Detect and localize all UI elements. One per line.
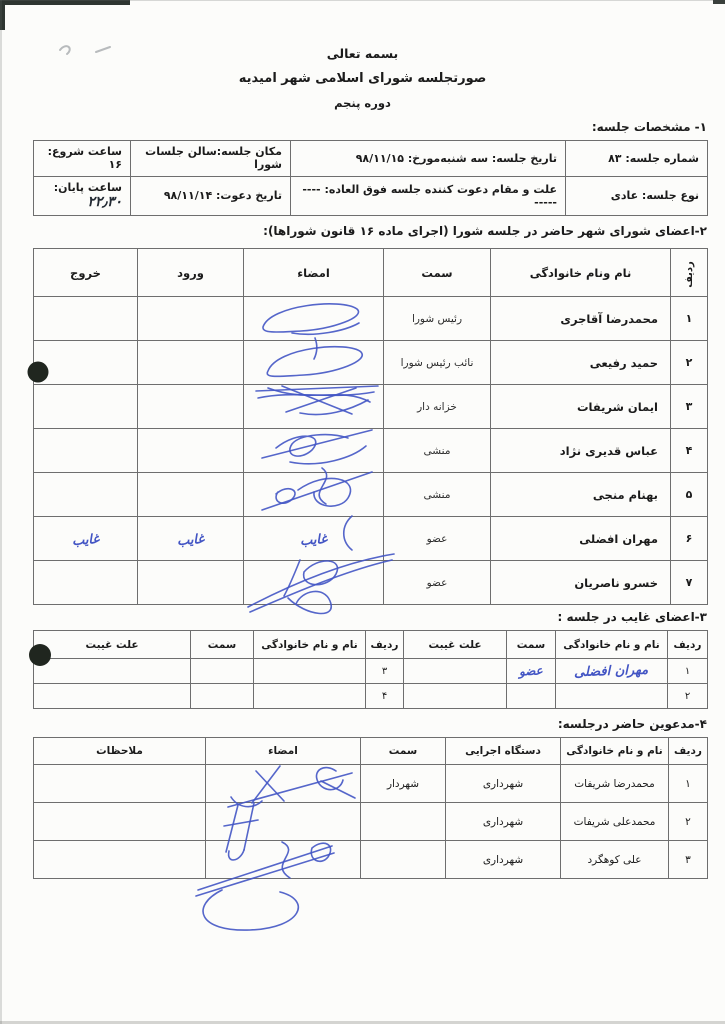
absent-1-position-handwritten: عضو: [518, 663, 544, 679]
absent-1-no: ۱: [668, 659, 708, 684]
guests-header-position: سمت: [361, 738, 446, 765]
guests-header-agency: دستگاه اجرایی: [446, 738, 561, 765]
guest-1-signature-cell: [206, 765, 361, 803]
member-3-name: ایمان شریفات: [491, 385, 671, 429]
member-7-position: عضو: [384, 561, 491, 605]
guests-header-signature: امضاء: [206, 738, 361, 765]
council-term: دوره پنجم: [334, 96, 391, 110]
guest-1-name: محمدرضا شریفات: [561, 765, 669, 803]
absent-3-name: [254, 659, 366, 684]
member-5-no: ۵: [671, 473, 708, 517]
member-2-no: ۲: [671, 341, 708, 385]
member-4-position: منشی: [384, 429, 491, 473]
member-7-signature-cell: [244, 561, 384, 605]
member-5-name: بهنام منجی: [491, 473, 671, 517]
meeting-info-row-1: [34, 141, 708, 177]
row-number-header-label: ردیف: [683, 260, 695, 288]
member-1-signature-cell: [244, 297, 384, 341]
member-row-6: [34, 517, 708, 561]
guest-3-agency: شهرداری: [446, 841, 561, 879]
member-3-signature-cell: [244, 385, 384, 429]
member-6-position: عضو: [384, 517, 491, 561]
absent-4-position: [191, 684, 254, 709]
members-header-signature: امضاء: [244, 249, 384, 297]
absent-header-position-right: سمت: [507, 631, 556, 659]
meeting-info-table: [33, 140, 708, 216]
member-4-exit-cell: [34, 429, 138, 473]
member-7-name: خسرو ناصریان: [491, 561, 671, 605]
member-2-entry-cell: [138, 341, 244, 385]
member-5-exit-cell: [34, 473, 138, 517]
member-3-position: خزانه دار: [384, 385, 491, 429]
absent-3-reason: [34, 659, 191, 684]
guest-2-no: ۲: [669, 803, 708, 841]
absent-members-table: [33, 630, 708, 709]
section2-heading: ۲-اعضای شورای شهر حاضر در جلسه شورا (اجرای ماده ۱۶ قانون شوراها):: [263, 224, 707, 238]
member-2-exit-cell: [34, 341, 138, 385]
member-2-position: نائب رئیس شورا: [384, 341, 491, 385]
section4-heading: ۴-مدعوین حاضر درجلسه:: [557, 717, 707, 731]
extraordinary-reason: علت و مقام دعوت کننده جلسه فوق العاده: ---------: [302, 182, 557, 209]
session-type: نوع جلسه: عادی: [610, 189, 699, 203]
member-6-entry-cell: [138, 517, 244, 561]
guest-row-1: [34, 765, 708, 803]
guests-header-row-number: ردیف: [669, 738, 708, 765]
start-time-cell: [34, 141, 131, 177]
guest-row-2: [34, 803, 708, 841]
absent-row-2: [34, 684, 708, 709]
member-7-entry-cell: [138, 561, 244, 605]
session-location-cell: [131, 141, 291, 177]
guest-1-agency: شهرداری: [446, 765, 561, 803]
member-6-absent-note-signature: غایب: [299, 531, 328, 550]
session-number: شماره جلسه: ۸۳: [608, 151, 699, 165]
member-5-entry-cell: [138, 473, 244, 517]
member-6-name: مهران افضلی: [491, 517, 671, 561]
members-header-row: [34, 249, 708, 297]
guest-2-signature-cell: [206, 803, 361, 841]
member-row-1: [34, 297, 708, 341]
paper-top-edge: [0, 0, 725, 1]
absent-1-position: [507, 659, 556, 684]
absent-4-name: [254, 684, 366, 709]
member-row-3: [34, 385, 708, 429]
absent-header-reason-right: علت غیبت: [404, 631, 507, 659]
guest-2-agency: شهرداری: [446, 803, 561, 841]
document-title: صورتجلسه شورای اسلامی شهر امیدیه: [238, 71, 487, 86]
absent-1-name: [556, 659, 668, 684]
invite-date: تاریخ دعوت: ۹۸/۱۱/۱۴: [163, 189, 282, 203]
session-location: مکان جلسه:سالن جلسات شورا: [145, 145, 282, 172]
guest-row-3: [34, 841, 708, 879]
member-row-4: [34, 429, 708, 473]
absent-1-name-handwritten: مهران افضلی: [574, 662, 649, 680]
absent-1-reason: [404, 659, 507, 684]
member-2-name: حمید رفیعی: [491, 341, 671, 385]
absent-header-row-number-left: ردیف: [366, 631, 404, 659]
members-header-name: نام ونام خانوادگی: [491, 249, 671, 297]
absent-header-name-right: نام و نام خانوادگی: [556, 631, 668, 659]
absent-2-position: [507, 684, 556, 709]
guests-header-notes: ملاحظات: [34, 738, 206, 765]
guests-header-row: [34, 738, 708, 765]
members-table: [33, 248, 708, 605]
session-date-cell: [291, 141, 566, 177]
guest-1-notes: [34, 765, 206, 803]
guest-1-no: ۱: [669, 765, 708, 803]
guest-2-position: [361, 803, 446, 841]
guest-2-name: محمدعلی شریفات: [561, 803, 669, 841]
members-header-entry: ورود: [138, 249, 244, 297]
member-1-position: رئیس شورا: [384, 297, 491, 341]
member-7-no: ۷: [671, 561, 708, 605]
member-1-name: محمدرضا آقاجری: [491, 297, 671, 341]
member-1-no: ۱: [671, 297, 708, 341]
session-number-cell: [566, 141, 708, 177]
session-date: مورخ: ۹۸/۱۱/۱۵: [355, 151, 441, 165]
absent-4-no: ۴: [366, 684, 404, 709]
member-6-signature-cell: [244, 517, 384, 561]
member-1-exit-cell: [34, 297, 138, 341]
member-3-entry-cell: [138, 385, 244, 429]
extraordinary-reason-cell: [291, 176, 566, 215]
member-3-no: ۳: [671, 385, 708, 429]
absent-header-reason-left: علت غیبت: [34, 631, 191, 659]
member-1-entry-cell: [138, 297, 244, 341]
member-row-7: [34, 561, 708, 605]
guests-header-name: نام و نام خانوادگی: [561, 738, 669, 765]
member-5-signature-cell: [244, 473, 384, 517]
start-time: ساعت شروع: ۱۶: [47, 145, 122, 172]
absent-header-row-number-right: ردیف: [668, 631, 708, 659]
absent-2-reason: [404, 684, 507, 709]
section3-heading: ۳-اعضای غایب در جلسه :: [557, 610, 707, 624]
session-type-cell: [566, 176, 708, 215]
absent-header-position-left: سمت: [191, 631, 254, 659]
member-4-signature-cell: [244, 429, 384, 473]
scanner-edge-top-right: [713, 0, 725, 4]
absent-header-name-left: نام و نام خانوادگی: [254, 631, 366, 659]
absent-2-no: ۲: [668, 684, 708, 709]
members-header-row-number: [671, 249, 708, 297]
member-7-exit-cell: [34, 561, 138, 605]
guest-3-position: [361, 841, 446, 879]
member-3-exit-cell: [34, 385, 138, 429]
meeting-info-row-2: [34, 176, 708, 215]
guest-3-notes: [34, 841, 206, 879]
member-4-no: ۴: [671, 429, 708, 473]
member-row-5: [34, 473, 708, 517]
guest-3-no: ۳: [669, 841, 708, 879]
guest-3-signature-cell: [206, 841, 361, 879]
member-5-position: منشی: [384, 473, 491, 517]
member-6-absent-note-exit: غایب: [71, 531, 100, 550]
member-6-exit-cell: [34, 517, 138, 561]
absent-3-no: ۳: [366, 659, 404, 684]
absent-4-reason: [34, 684, 191, 709]
paper-left-edge: [0, 0, 2, 1024]
section1-heading: ۱- مشخصات جلسه:: [591, 120, 707, 134]
member-row-2: [34, 341, 708, 385]
end-time-handwritten-value: ۲۲٫۳۰: [87, 194, 122, 211]
absent-2-name: [556, 684, 668, 709]
end-time-label: ساعت پایان:: [53, 181, 122, 195]
members-header-exit: خروج: [34, 249, 138, 297]
guest-2-notes: [34, 803, 206, 841]
member-4-name: عباس قدیری نژاد: [491, 429, 671, 473]
members-header-position: سمت: [384, 249, 491, 297]
guest-3-name: علی کوهگرد: [561, 841, 669, 879]
member-6-no: ۶: [671, 517, 708, 561]
guest-1-position: شهردار: [361, 765, 446, 803]
member-6-absent-note-entry: غایب: [176, 531, 205, 550]
member-4-entry-cell: [138, 429, 244, 473]
session-day: تاریخ جلسه: سه شنبه: [440, 151, 557, 165]
absent-row-1: [34, 659, 708, 684]
invite-date-cell: [131, 176, 291, 215]
guests-table: [33, 737, 708, 879]
absent-header-row: [34, 631, 708, 659]
member-2-signature-cell: [244, 341, 384, 385]
end-time-cell: [34, 176, 131, 215]
bismillah-text: بسمه تعالی: [326, 46, 399, 61]
absent-3-position: [191, 659, 254, 684]
